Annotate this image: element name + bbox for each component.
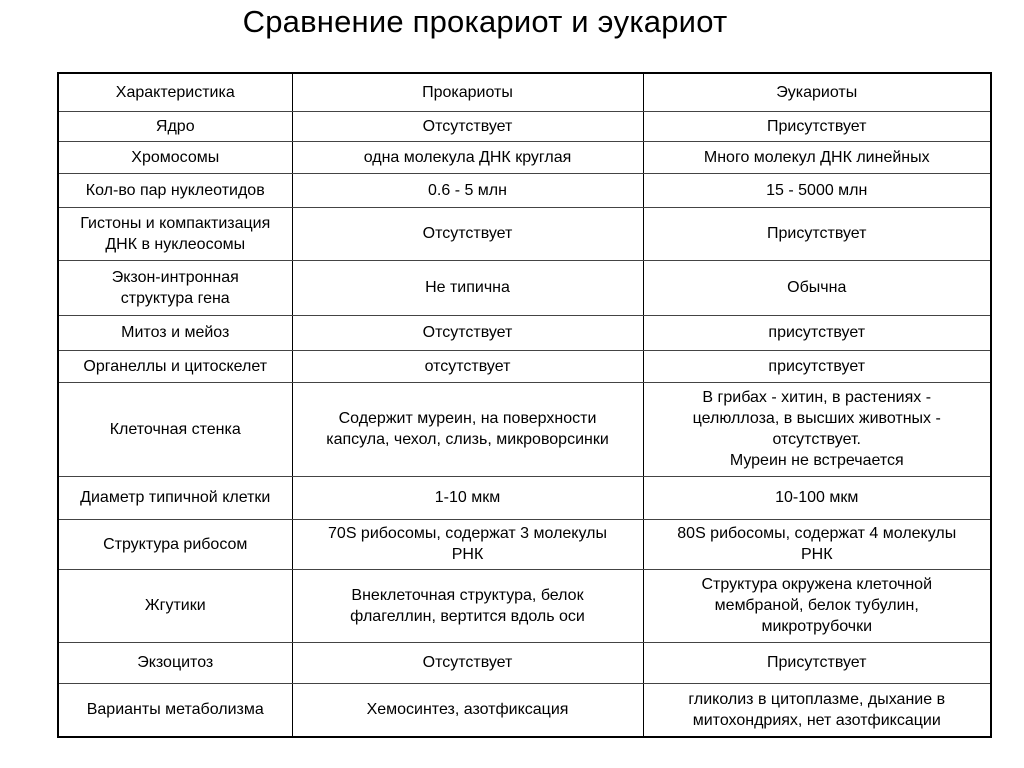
table-row bbox=[58, 207, 991, 260]
eukaryote-cell: присутствует bbox=[643, 350, 991, 382]
row-label: Митоз и мейоз bbox=[58, 315, 292, 350]
table-row bbox=[58, 260, 991, 315]
table-row bbox=[58, 173, 991, 207]
prokaryote-cell: Отсутствует bbox=[292, 315, 643, 350]
prokaryote-cell: Отсутствует bbox=[292, 207, 643, 260]
table-row bbox=[58, 111, 991, 141]
comparison-table bbox=[57, 72, 992, 738]
header-cell-prokaryotes: Прокариоты bbox=[292, 73, 643, 111]
row-label: Варианты метаболизма bbox=[58, 683, 292, 737]
eukaryote-cell: присутствует bbox=[643, 315, 991, 350]
table-row bbox=[58, 519, 991, 569]
eukaryote-cell: В грибах - хитин, в растениях - целюллоза, в высших животных - отсутствует. Муреин не встречается bbox=[643, 382, 991, 476]
prokaryote-cell: Не типична bbox=[292, 260, 643, 315]
prokaryote-cell: Отсутствует bbox=[292, 111, 643, 141]
page-title: Сравнение прокариот и эукариот bbox=[242, 4, 728, 39]
row-label: Гистоны и компактизация ДНК в нуклеосомы bbox=[58, 207, 292, 260]
header-cell-characteristic: Характеристика bbox=[58, 73, 292, 111]
eukaryote-cell: гликолиз в цитоплазме, дыхание в митохондриях, нет азотфиксации bbox=[643, 683, 991, 737]
eukaryote-cell: Присутствует bbox=[643, 642, 991, 683]
row-label: Экзоцитоз bbox=[58, 642, 292, 683]
eukaryote-cell: Присутствует bbox=[643, 207, 991, 260]
prokaryote-cell: отсутствует bbox=[292, 350, 643, 382]
row-label: Диаметр типичной клетки bbox=[58, 476, 292, 519]
table-row bbox=[58, 382, 991, 476]
eukaryote-cell: Структура окружена клеточной мембраной, белок тубулин, микротрубочки bbox=[643, 569, 991, 642]
table-row bbox=[58, 315, 991, 350]
table-row bbox=[58, 141, 991, 173]
table-row bbox=[58, 683, 991, 737]
row-label: Ядро bbox=[58, 111, 292, 141]
row-label: Жгутики bbox=[58, 569, 292, 642]
eukaryote-cell: 10-100 мкм bbox=[643, 476, 991, 519]
row-label: Кол-во пар нуклеотидов bbox=[58, 173, 292, 207]
row-label: Экзон-интронная структура гена bbox=[58, 260, 292, 315]
prokaryote-cell: Внеклеточная структура, белок флагеллин, вертится вдоль оси bbox=[292, 569, 643, 642]
row-label: Структура рибосом bbox=[58, 519, 292, 569]
prokaryote-cell: одна молекула ДНК круглая bbox=[292, 141, 643, 173]
table-header-row bbox=[58, 73, 991, 111]
row-label: Органеллы и цитоскелет bbox=[58, 350, 292, 382]
table-row bbox=[58, 642, 991, 683]
prokaryote-cell: Хемосинтез, азотфиксация bbox=[292, 683, 643, 737]
row-label: Хромосомы bbox=[58, 141, 292, 173]
eukaryote-cell: 15 - 5000 млн bbox=[643, 173, 991, 207]
eukaryote-cell: 80S рибосомы, содержат 4 молекулы РНК bbox=[643, 519, 991, 569]
prokaryote-cell: 0.6 - 5 млн bbox=[292, 173, 643, 207]
table-row bbox=[58, 476, 991, 519]
table-row bbox=[58, 350, 991, 382]
eukaryote-cell: Присутствует bbox=[643, 111, 991, 141]
prokaryote-cell: Отсутствует bbox=[292, 642, 643, 683]
table-row bbox=[58, 569, 991, 642]
prokaryote-cell: Содержит муреин, на поверхности капсула, чехол, слизь, микроворсинки bbox=[292, 382, 643, 476]
prokaryote-cell: 1-10 мкм bbox=[292, 476, 643, 519]
eukaryote-cell: Много молекул ДНК линейных bbox=[643, 141, 991, 173]
prokaryote-cell: 70S рибосомы, содержат 3 молекулы РНК bbox=[292, 519, 643, 569]
eukaryote-cell: Обычна bbox=[643, 260, 991, 315]
row-label: Клеточная стенка bbox=[58, 382, 292, 476]
header-cell-eukaryotes: Эукариоты bbox=[643, 73, 991, 111]
